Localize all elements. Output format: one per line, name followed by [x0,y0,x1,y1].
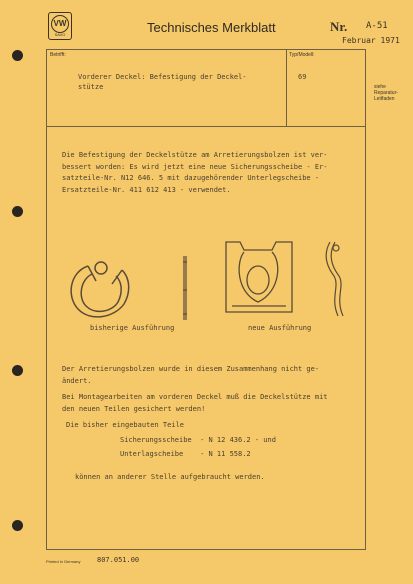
typ-value: 69 [298,73,307,81]
old-circlip-drawing [71,262,129,317]
form-number: 807.051.00 [97,556,140,564]
vw-logo-sub: SAVO [54,32,66,37]
part-line-1: Sicherungsscheibe - N 12 436.2 - und [120,436,276,444]
paragraph-parts-intro: Die bisher eingebauten Teile [66,421,185,429]
document-title: Technisches Merkblatt [147,20,276,35]
paragraph-bolt: Der Arretierungsbolzen wurde in diesem Zusammenhang nicht ge- ändert. [62,365,320,385]
side-note-line-2: Reparatur- [374,90,398,96]
new-clip-side-drawing [326,242,343,316]
caption-old: bisherige Ausführung [90,324,175,332]
issue-date: Februar 1971 [342,36,400,45]
intro-paragraph: Die Befestigung der Deckelstütze am Arretierungsbolzen ist ver- bessert worden: Es wird jetzt eine neue Sicherungsscheibe - Er- satzteile-Nr. N12 646. 5 mit dazugehörender Unterlegscheibe - Ersatzteile-Nr. 411 612 413 - verwendet. [62,151,328,194]
side-note-line-1: siehe [374,84,386,90]
paragraph-assembly: Bei Montagearbeiten am vorderen Deckel muß die Deckelstütze mit den neuen Teilen gesichert werden! [62,393,328,413]
betrifft-line-1: Vorderer Deckel: Befestigung der Deckel- [78,73,247,81]
betrifft-label: Betrifft: [50,52,66,58]
vw-logo-mark: VW [51,15,69,33]
betrifft-line-2: stütze [78,83,104,91]
old-washer-edge-drawing [183,256,187,320]
printed-in-label: Printed in Germany [46,559,81,564]
part-line-2: Unterlagscheibe - N 11 558.2 [120,450,251,458]
paragraph-closing: können an anderer Stelle aufgebraucht werden. [75,473,265,481]
new-clip-drawing [226,242,292,312]
number-value: A-51 [366,21,388,31]
number-label: Nr. [330,19,348,34]
side-note-line-3: Leitfaden [374,96,395,102]
caption-new: neue Ausführung [248,324,312,332]
typ-label: Typ/Modell: [289,52,315,58]
